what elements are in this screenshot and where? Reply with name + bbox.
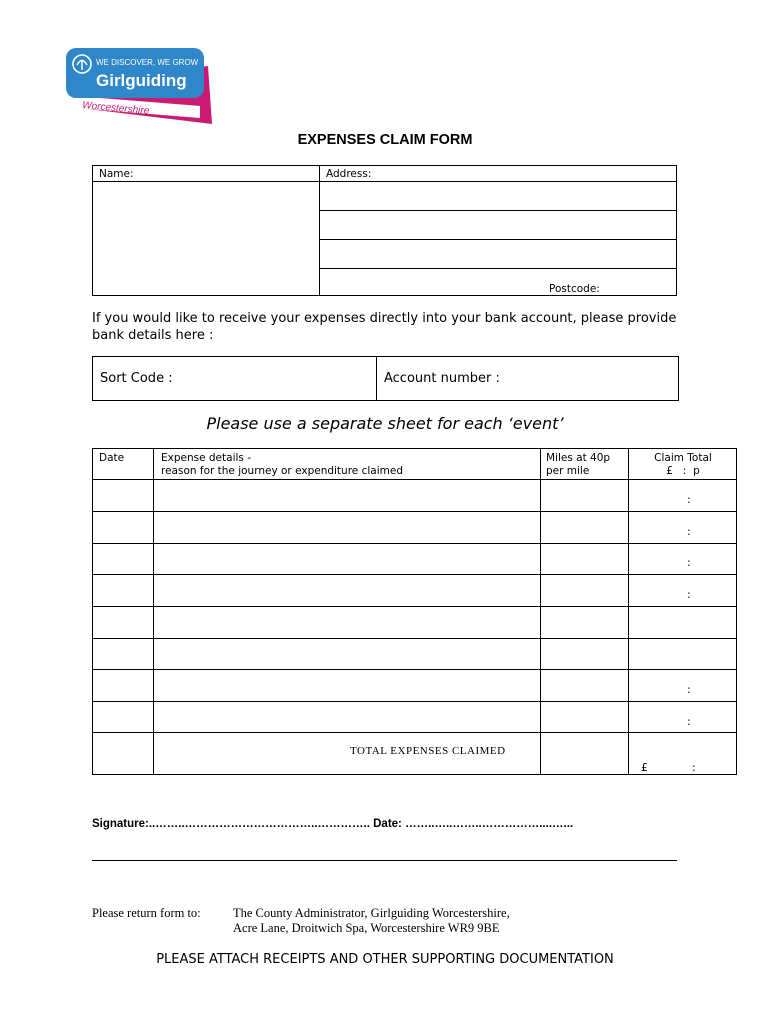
col-date-header: Date xyxy=(99,452,125,464)
address-divider-1 xyxy=(320,181,676,182)
row2-total-colon: : xyxy=(687,525,691,538)
total-colon: : xyxy=(692,761,696,774)
signature-date-line: Signature:..……..……………………………..………….. Date: ……..…..……..……………....…... xyxy=(92,818,574,830)
return-address-line2: Acre Lane, Droitwich Spa, Worcestershire WR9 9BE xyxy=(233,921,500,935)
total-expenses-label: TOTAL EXPENSES CLAIMED xyxy=(350,745,506,757)
expenses-table-grid xyxy=(92,448,737,775)
account-number-label: Account number : xyxy=(384,371,500,386)
address-field[interactable] xyxy=(319,165,677,296)
row3-total-colon: : xyxy=(687,556,691,569)
name-field[interactable] xyxy=(92,165,319,296)
row7-total-colon: : xyxy=(687,683,691,696)
return-address-line1: The County Administrator, Girlguiding Worcestershire, xyxy=(233,906,510,920)
address-divider-4 xyxy=(320,268,676,269)
event-note: Please use a separate sheet for each ‘event’ xyxy=(206,414,564,433)
logo-region: Worcestershire xyxy=(81,100,150,117)
bank-details-box xyxy=(92,356,679,401)
address-divider-2 xyxy=(320,210,676,211)
postcode-label: Postcode: xyxy=(549,283,600,295)
col-total-header-line1: Claim Total xyxy=(654,452,712,464)
col-total-header xyxy=(637,452,729,478)
col-total-header-line2: £ : p xyxy=(666,465,700,477)
name-label: Name: xyxy=(99,168,134,180)
horizontal-rule xyxy=(92,860,677,861)
col-miles-header-line2: per mile xyxy=(546,465,590,477)
address-divider-3 xyxy=(320,239,676,240)
bank-text-line1: If you would like to receive your expenses directly into your bank account, please provide xyxy=(92,311,677,326)
girlguiding-logo xyxy=(60,44,220,130)
form-title: EXPENSES CLAIM FORM xyxy=(297,132,473,148)
row8-total-colon: : xyxy=(687,715,691,728)
row4-total-colon: : xyxy=(687,588,691,601)
col-details-header xyxy=(161,452,403,478)
sort-code-label: Sort Code : xyxy=(100,371,173,386)
row1-total-colon: : xyxy=(687,493,691,506)
logo-tagline: WE DISCOVER, WE GROW xyxy=(96,58,199,67)
logo-brand: Girlguiding xyxy=(96,71,187,90)
col-details-header-line1: Expense details - xyxy=(161,452,252,464)
total-pound-sign: £ xyxy=(641,761,648,774)
bank-text-line2: bank details here : xyxy=(92,328,214,343)
return-address xyxy=(233,906,510,936)
bank-instructions xyxy=(92,310,692,344)
footer-notice: PLEASE ATTACH RECEIPTS AND OTHER SUPPORTING DOCUMENTATION xyxy=(156,952,614,967)
col-miles-header xyxy=(546,452,610,478)
bank-divider xyxy=(376,357,377,400)
col-miles-header-line1: Miles at 40p xyxy=(546,452,611,464)
return-label: Please return form to: xyxy=(92,906,201,920)
expenses-table xyxy=(92,448,737,775)
col-details-header-line2: reason for the journey or expenditure claimed xyxy=(161,465,403,477)
address-label: Address: xyxy=(326,168,372,180)
name-header-divider xyxy=(93,181,319,182)
